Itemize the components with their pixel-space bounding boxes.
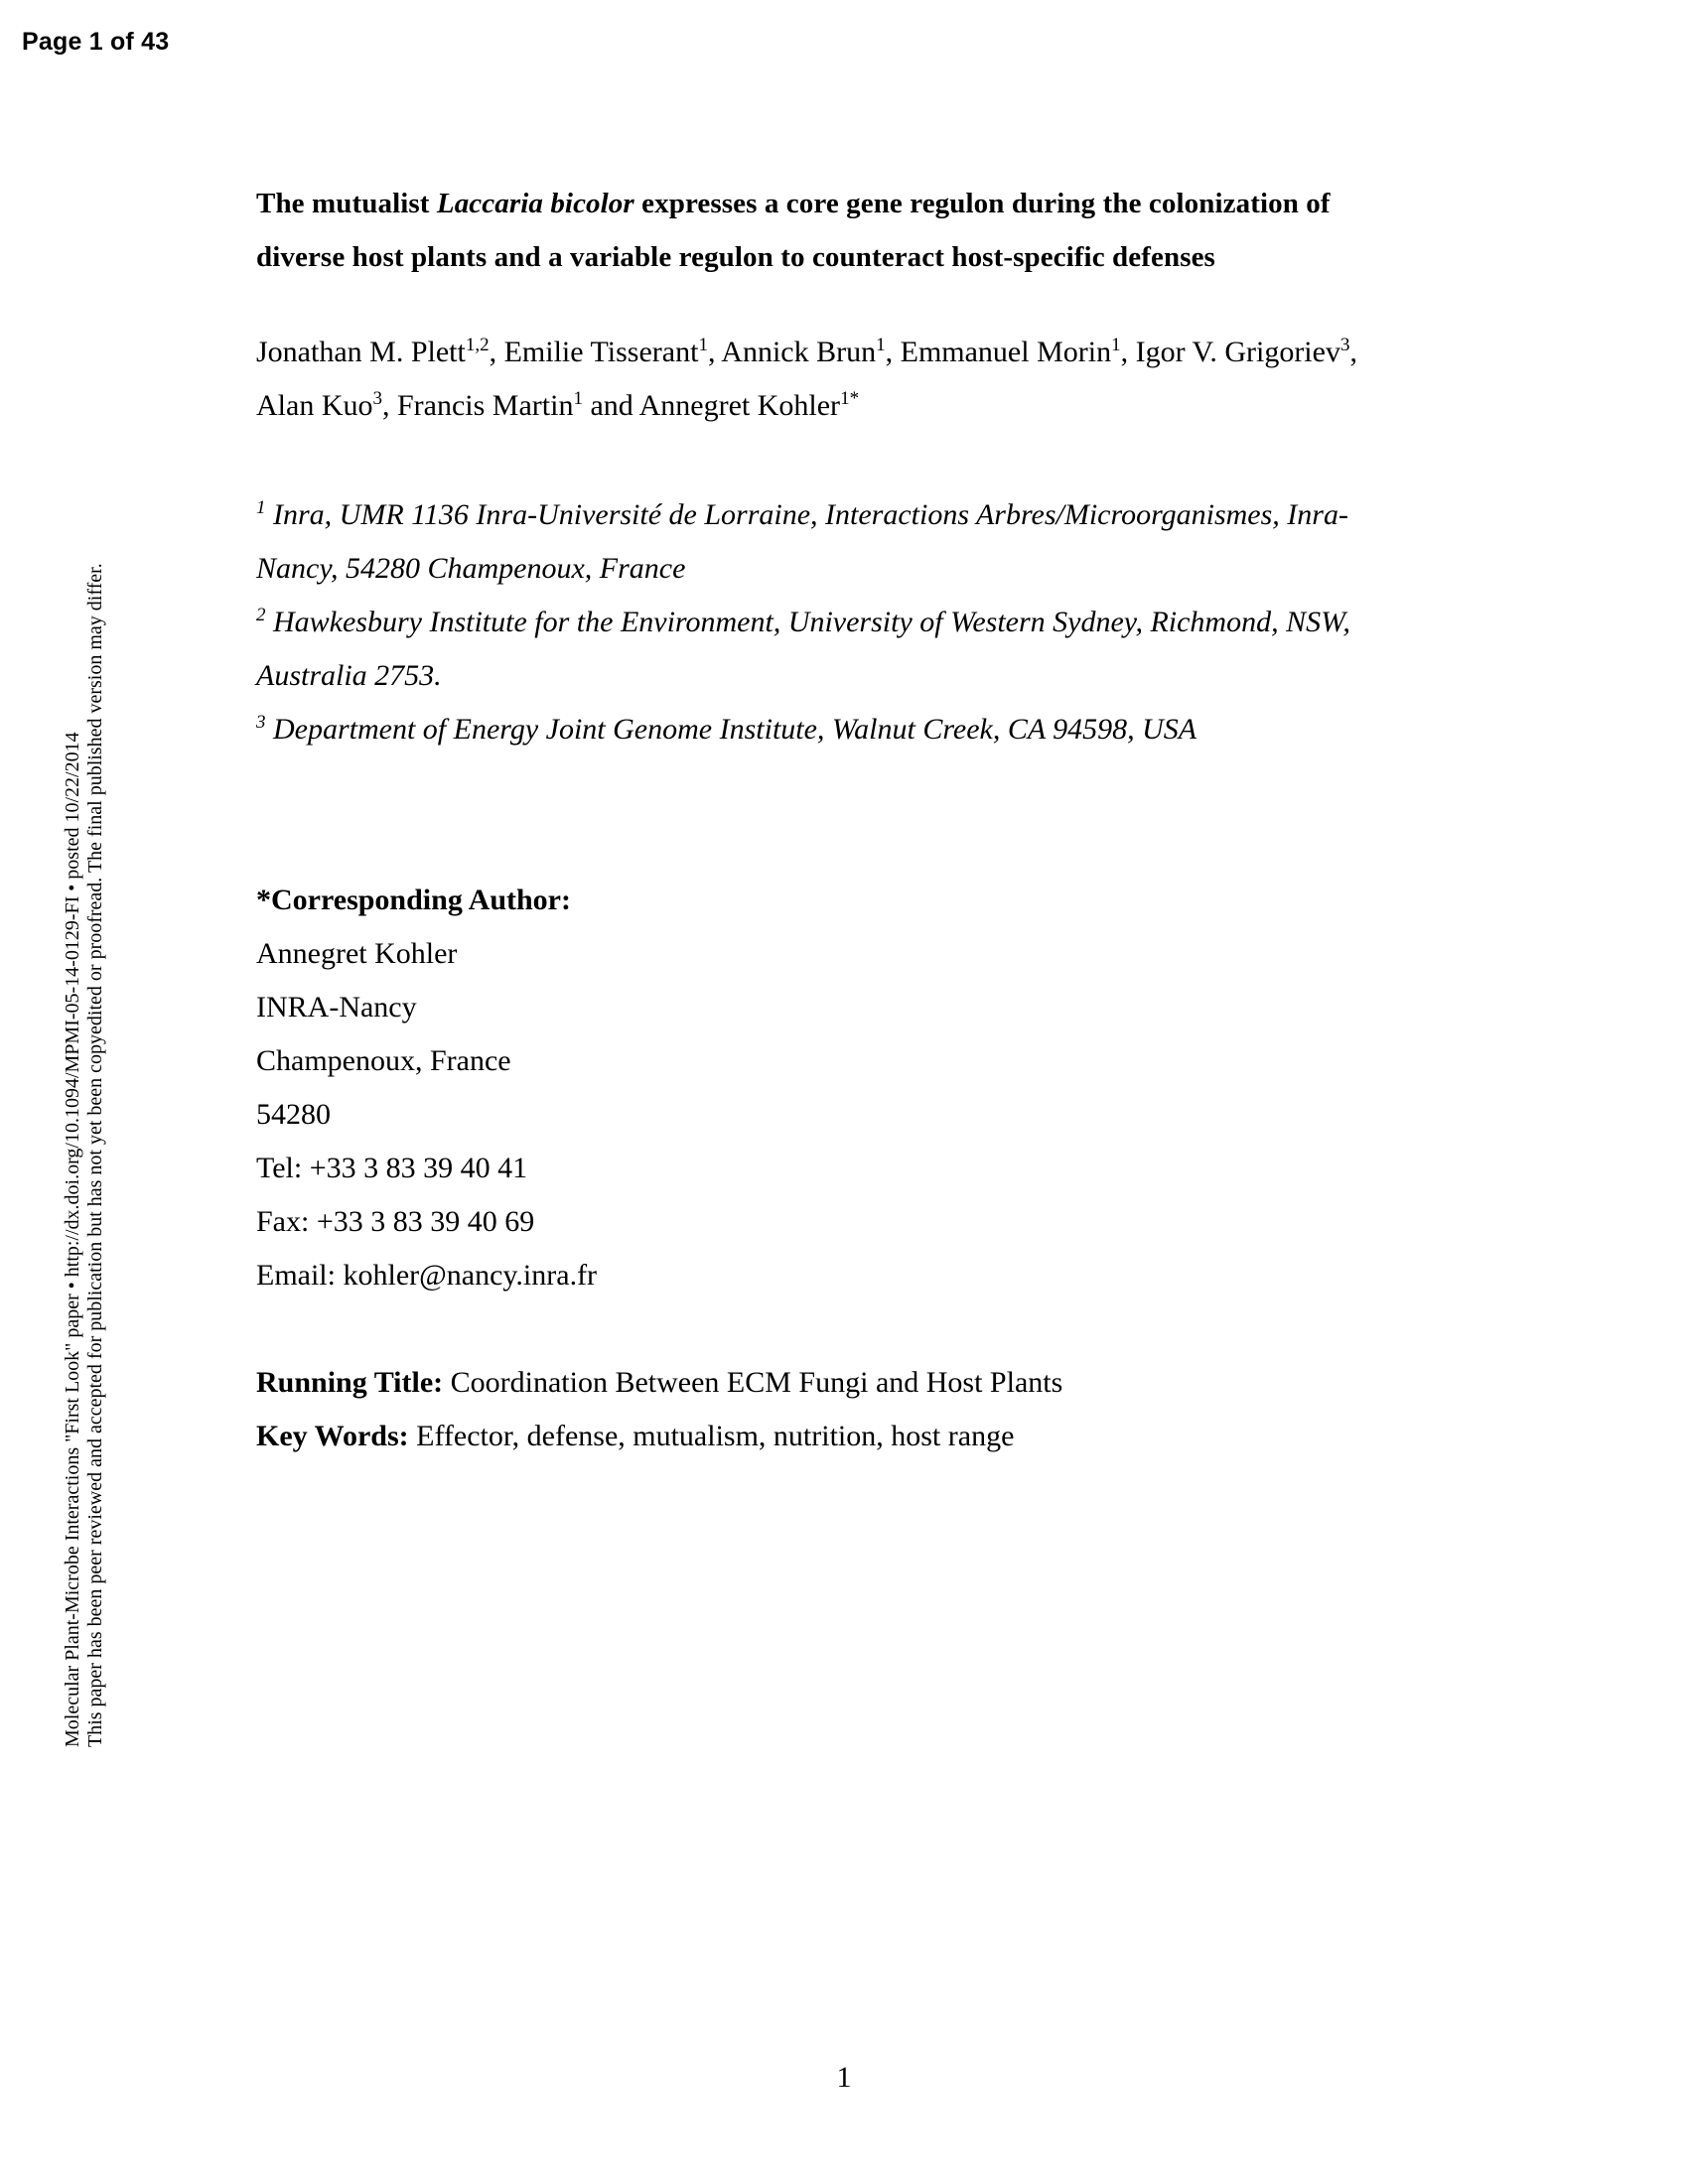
affiliation-marker: 1 (256, 497, 266, 518)
title-line-1 (256, 177, 1448, 230)
title-part-1: The mutualist (256, 188, 437, 219)
journal-side-note (62, 417, 107, 1747)
corresponding-postal-code: 54280 (256, 1098, 331, 1131)
affiliation-text: Inra, UMR 1136 Inra-Université de Lorraine, Interactions Arbres/Microorganismes, Inra- (265, 498, 1348, 531)
corresponding-institution: INRA-Nancy (256, 991, 417, 1024)
key-words-label: Key Words: (256, 1420, 409, 1452)
title-line-2: diverse host plants and a variable regulon to counteract host-specific defenses (256, 241, 1215, 273)
author-affiliation-marker: 1* (840, 388, 860, 409)
running-title-label: Running Title: (256, 1366, 444, 1399)
author-affiliation-marker: 1 (1111, 335, 1121, 355)
corresponding-author-block (256, 874, 1448, 1302)
author-line-1 (256, 326, 1448, 379)
title-part-2: expresses a core gene regulon during the colonization of (633, 188, 1331, 219)
affiliation-3 (256, 703, 1448, 756)
page-indicator: Page 1 of 43 (22, 28, 170, 56)
author-name: Annegret Kohler (638, 389, 841, 422)
affiliation-2 (256, 596, 1448, 703)
author-affiliation-marker: 3 (372, 388, 382, 409)
affiliation-text: Department of Energy Joint Genome Institute, Walnut Creek, CA 94598, USA (265, 713, 1197, 746)
affiliation-text-continued: Nancy, 54280 Champenoux, France (256, 552, 686, 585)
corresponding-fax: Fax: +33 3 83 39 40 69 (256, 1205, 535, 1238)
author-separator: , (381, 389, 397, 422)
running-title (256, 1356, 1448, 1410)
author-affiliation-marker: 3 (1339, 335, 1350, 355)
corresponding-heading: *Corresponding Author: (256, 884, 571, 916)
author-name: Igor V. Grigoriev (1135, 336, 1340, 368)
affiliation-marker: 3 (256, 712, 266, 733)
side-note-line-1: Molecular Plant-Microbe Interactions "First Look" paper • http://dx.doi.org/10.1094/MPMI-05-14-0129-FI • posted 10/22/2014 (62, 732, 83, 1747)
running-title-value: Coordination Between ECM Fungi and Host Plants (443, 1366, 1063, 1399)
page-number: 1 (836, 2061, 852, 2094)
author-name: Emmanuel Morin (900, 336, 1112, 368)
author-separator: and (582, 389, 639, 422)
affiliation-1 (256, 488, 1448, 596)
author-list (256, 326, 1448, 433)
affiliation-text-continued: Australia 2753. (256, 659, 442, 692)
key-words-value: Effector, defense, mutualism, nutrition, host range (408, 1420, 1015, 1452)
author-affiliation-marker: 1,2 (465, 335, 490, 355)
author-affiliation-marker: 1 (573, 388, 583, 409)
corresponding-tel: Tel: +33 3 83 39 40 41 (256, 1152, 528, 1184)
author-name: Annick Brun (721, 336, 877, 368)
affiliation-text: Hawkesbury Institute for the Environment, University of Western Sydney, Richmond, NSW, (265, 606, 1350, 638)
paper-body (256, 177, 1448, 1463)
corresponding-location: Champenoux, France (256, 1044, 511, 1077)
paper-metadata (256, 1356, 1448, 1463)
author-name: Jonathan M. Plett (256, 336, 466, 368)
author-affiliation-marker: 1 (876, 335, 886, 355)
side-note-line-2: This paper has been peer reviewed and accepted for publication but has not yet been copyedited or proofread. The final published version may differ. (84, 563, 106, 1747)
paper-title (256, 177, 1448, 284)
key-words (256, 1410, 1448, 1463)
author-line-2 (256, 379, 1448, 433)
author-name: Francis Martin (396, 389, 574, 422)
author-name: Emilie Tisserant (503, 336, 699, 368)
author-separator: , (489, 336, 504, 368)
corresponding-email: Email: kohler@nancy.inra.fr (256, 1259, 598, 1292)
title-species: Laccaria bicolor (436, 188, 634, 219)
author-name: Alan Kuo (256, 389, 373, 422)
affiliation-list (256, 488, 1448, 756)
author-separator: , (1349, 336, 1357, 368)
corresponding-name: Annegret Kohler (256, 937, 458, 970)
author-affiliation-marker: 1 (698, 335, 708, 355)
author-separator: , (1120, 336, 1136, 368)
author-separator: , (707, 336, 722, 368)
author-separator: , (885, 336, 901, 368)
affiliation-marker: 2 (256, 605, 266, 625)
